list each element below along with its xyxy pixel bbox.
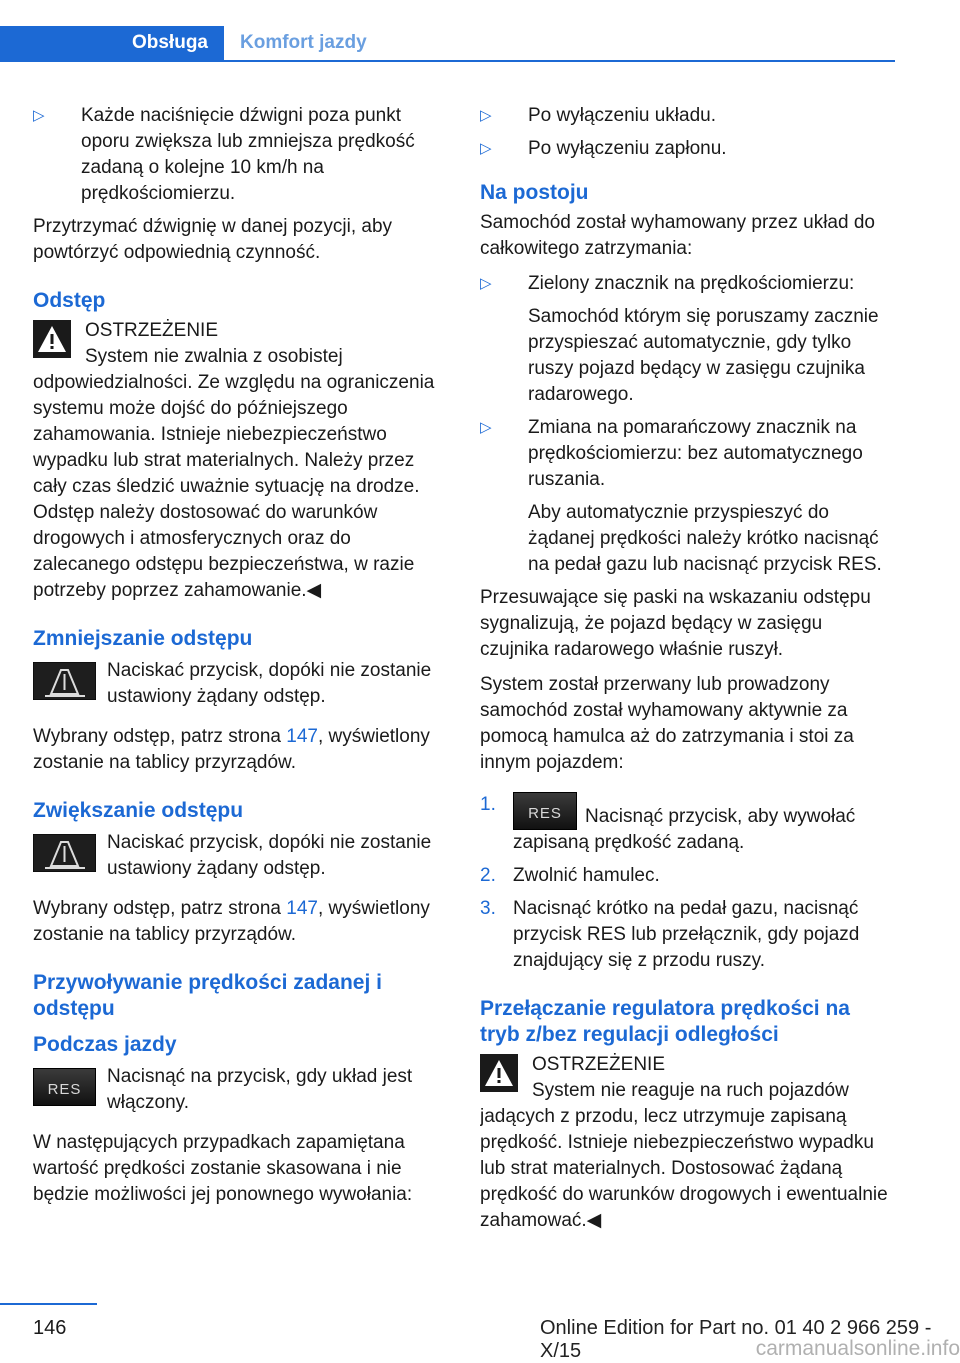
edition-info: Online Edition for Part no. 01 40 2 966 259 - X/15	[540, 1317, 932, 1362]
paragraph: Przesuwające się paski na wskazaniu odstępu sygnalizują, że pojazd będący w zasięgu czujnika radarowego właśnie ruszył.	[480, 587, 871, 660]
watermark: carmanualsonline.info	[755, 1337, 960, 1360]
chapter-tabs	[0, 26, 895, 62]
button-instruction: Naciskać przycisk, dopóki nie zostanie ustawiony żądany odstęp.	[33, 830, 448, 882]
page-reference: Wybrany odstęp, patrz strona 147, wyświetlony zostanie na tablicy przyrządów.	[33, 898, 430, 945]
paragraph: System został przerwany lub prowadzony samochód został wyhamowany aktywnie za pomocą hamulca aż do zatrzymania i stoi za innym pojazdem:	[480, 674, 854, 773]
list-item: ▷ Po wyłączeniu układu.	[480, 103, 895, 129]
section-heading-na-postoju: Na postoju	[480, 181, 589, 204]
tab-obsluga[interactable]: Obsługa	[0, 26, 224, 60]
section-heading-odstep: Odstęp	[33, 289, 106, 312]
triangle-bullet-icon: ▷	[33, 107, 45, 124]
triangle-bullet-icon: ▷	[480, 107, 492, 124]
res-button-icon: RES	[33, 1068, 96, 1106]
distance-decrease-button-icon	[33, 662, 96, 700]
warning-text: System nie zwalnia z osobistej odpowiedzialności. Ze względu na ograniczenia systemu może dojść do późniejszego zahamowania. Istnieje niebezpieczeństwo wypadku lub strat materialnych. Należy przez cały czas śledzić uważnie sytuację na drodze. Odstęp należy dostosować do warunków drogowych i atmosferycznych oraz do zalecanego odstępu bezpieczeństwa, w razie potrzeby poprzez zahamowanie.◀	[33, 346, 435, 601]
left-column	[33, 103, 448, 1217]
tab-komfort-jazdy[interactable]: Komfort jazdy	[240, 32, 367, 53]
warning-triangle-icon	[33, 320, 71, 358]
warning-title: OSTRZEŻENIE	[532, 1054, 666, 1075]
list-item: ▷ Zielony znacznik na prędkościomierzu:	[480, 271, 895, 297]
paragraph: Przytrzymać dźwignię w danej pozycji, aby powtórzyć odpowiednią czynność.	[33, 216, 393, 263]
warning-block	[480, 1052, 895, 1234]
list-subtext: Samochód którym się poruszamy zacznie przyspieszać automatycznie, gdy tylko ruszy pojazd będący w zasięgu czujnika radarowego.	[528, 306, 879, 405]
right-column	[480, 103, 895, 1243]
paragraph: W następujących przypadkach zapamiętana wartość prędkości zostanie skasowana i nie będzie możliwości jej ponownego wywołania:	[33, 1132, 413, 1205]
page-reference: Wybrany odstęp, patrz strona 147, wyświetlony zostanie na tablicy przyrządów.	[33, 726, 430, 773]
section-heading-przelaczanie: Przełączanie regulatora prędkości na tryb z/bez regulacji odległości	[480, 997, 850, 1046]
page-link[interactable]: 147	[286, 726, 318, 747]
page-number: 146	[33, 1317, 67, 1339]
subsection-heading-podczas-jazdy: Podczas jazdy	[33, 1033, 177, 1056]
distance-increase-button-icon	[33, 834, 96, 872]
numbered-step: 2. Zwolnić hamulec.	[480, 865, 660, 886]
list-item: ▷ Po wyłączeniu zapłonu.	[480, 136, 895, 162]
warning-block	[33, 318, 448, 604]
warning-title: OSTRZEŻENIE	[85, 320, 219, 341]
list-item: ▷ Zmiana na pomarańczowy znacznik na prędkościomierzu: bez automatycznego ruszania.	[480, 417, 863, 490]
button-instruction: RES Nacisnąć na przycisk, gdy układ jest włączony.	[33, 1064, 448, 1116]
warning-text: System nie reaguje na ruch pojazdów jadących z przodu, lecz utrzymuje zapisaną prędkość. Istnieje niebezpieczeństwo wypadku lub strat materialnych. Dostosować żądaną prędkość do warunków drogowych i ewentualnie zahamować.◀	[480, 1080, 888, 1231]
footer-rule	[0, 1303, 97, 1305]
triangle-bullet-icon: ▷	[480, 275, 492, 292]
section-heading-zwiekszanie: Zwiększanie odstępu	[33, 799, 244, 822]
list-item: ▷ Każde naciśnięcie dźwigni poza punkt oporu zwiększa lub zmniejsza prędkość zadaną o kolejne 10 km/h na prędkościomierzu.	[33, 105, 415, 204]
res-button-icon: RES	[513, 792, 577, 830]
warning-triangle-icon	[480, 1054, 518, 1092]
list-subtext: Aby automatycznie przyspieszyć do żądanej prędkości należy krótko nacisnąć na pedał gazu lub nacisnąć przycisk RES.	[528, 502, 882, 575]
triangle-bullet-icon: ▷	[480, 140, 492, 157]
triangle-bullet-icon: ▷	[480, 419, 492, 436]
page-link[interactable]: 147	[286, 898, 318, 919]
section-heading-zmniejszanie: Zmniejszanie odstępu	[33, 627, 253, 650]
paragraph: Samochód został wyhamowany przez układ do całkowitego zatrzymania:	[480, 212, 875, 259]
button-instruction: Naciskać przycisk, dopóki nie zostanie ustawiony żądany odstęp.	[33, 658, 448, 710]
section-heading-przywolywanie: Przywoływanie prędkości zadanej i odstępu	[33, 971, 382, 1020]
numbered-step: 3. Nacisnąć krótko na pedał gazu, nacisnąć przycisk RES lub przełącznik, gdy pojazd znajdujący się z przodu ruszy.	[480, 898, 860, 971]
numbered-step: 1. RES Nacisnąć przycisk, aby wywołać zapisaną prędkość zadaną.	[480, 794, 856, 853]
